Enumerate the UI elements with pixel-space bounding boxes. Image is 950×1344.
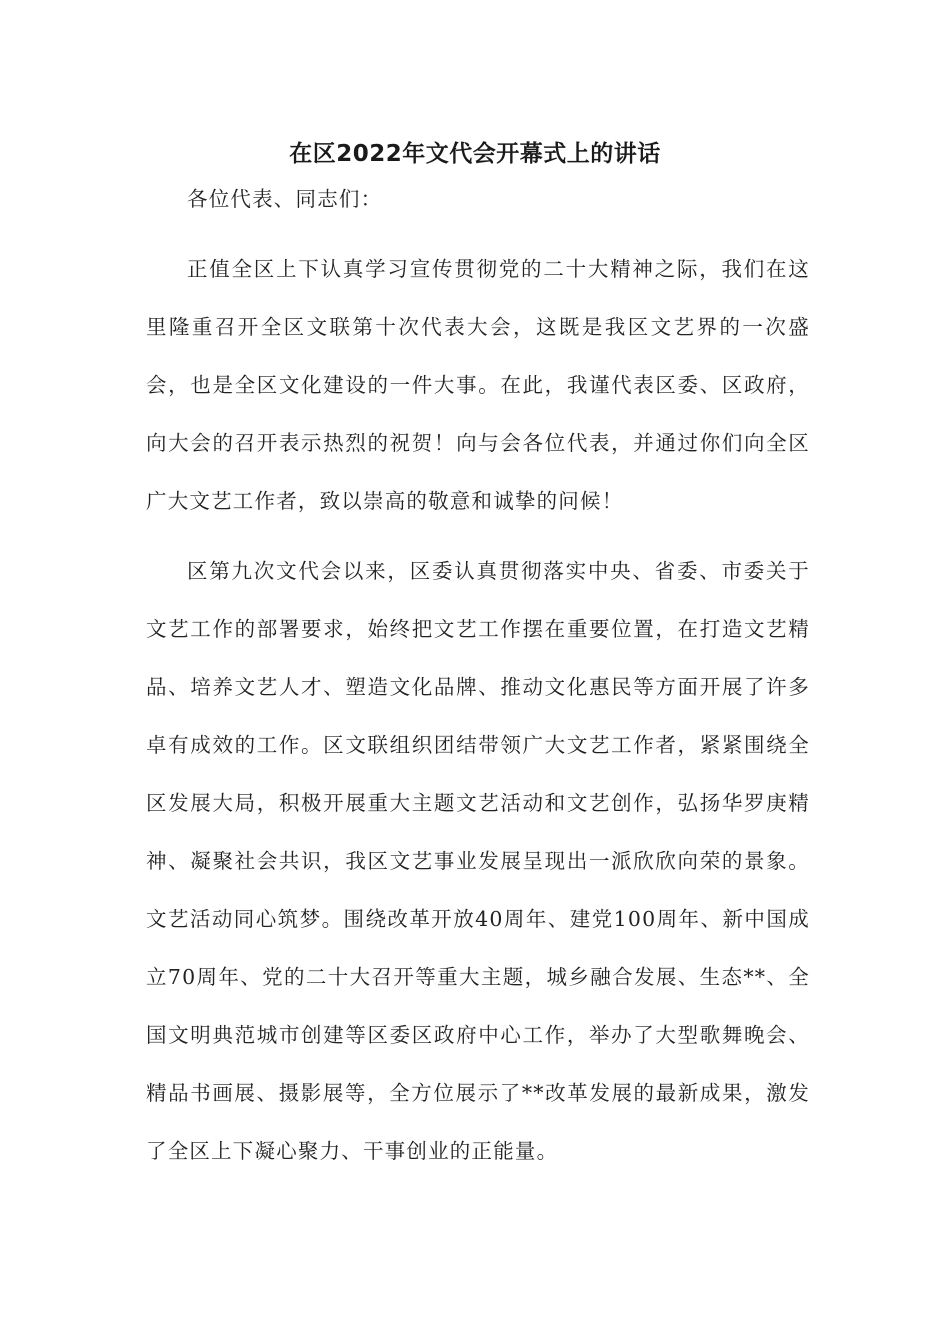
salutation: 各位代表、同志们： bbox=[187, 187, 383, 211]
document-body bbox=[146, 170, 810, 1180]
paragraph-review: 区第九次文代会以来，区委认真贯彻落实中央、省委、市委关于文艺工作的部署要求，始终把文艺工作摆在重要位置，在打造文艺精品、培养文艺人才、塑造文化品牌、推动文化惠民等方面开展了许多卓有成效的工作。区文联组织团结带领广大文艺工作者，紧紧围绕全区发展大局，积极开展重大主题文艺活动和文艺创作，弘扬华罗庚精神、凝聚社会共识，我区文艺事业发展呈现出一派欣欣向荣的景象。文艺活动同心筑梦。围绕改革开放40周年、建党100周年、新中国成立70周年、党的二十大召开等重大主题，城乡融合发展、生态**、全国文明典范城市创建等区委区政府中心工作，举办了大型歌舞晚会、精品书画展、摄影展等，全方位展示了**改革发展的最新成果，激发了全区上下凝心聚力、干事创业的正能量。 bbox=[146, 559, 810, 1163]
document-title: 在区2022年文代会开幕式上的讲话 bbox=[289, 141, 661, 167]
paragraph-opening: 正值全区上下认真学习宣传贯彻党的二十大精神之际，我们在这里隆重召开全区文联第十次代表大会，这既是我区文艺界的一次盛会，也是全区文化建设的一件大事。在此，我谨代表区委、区政府，向大会的召开表示热烈的祝贺！向与会各位代表，并通过你们向全区广大文艺工作者，致以崇高的敬意和诚挚的问候！ bbox=[146, 257, 810, 513]
